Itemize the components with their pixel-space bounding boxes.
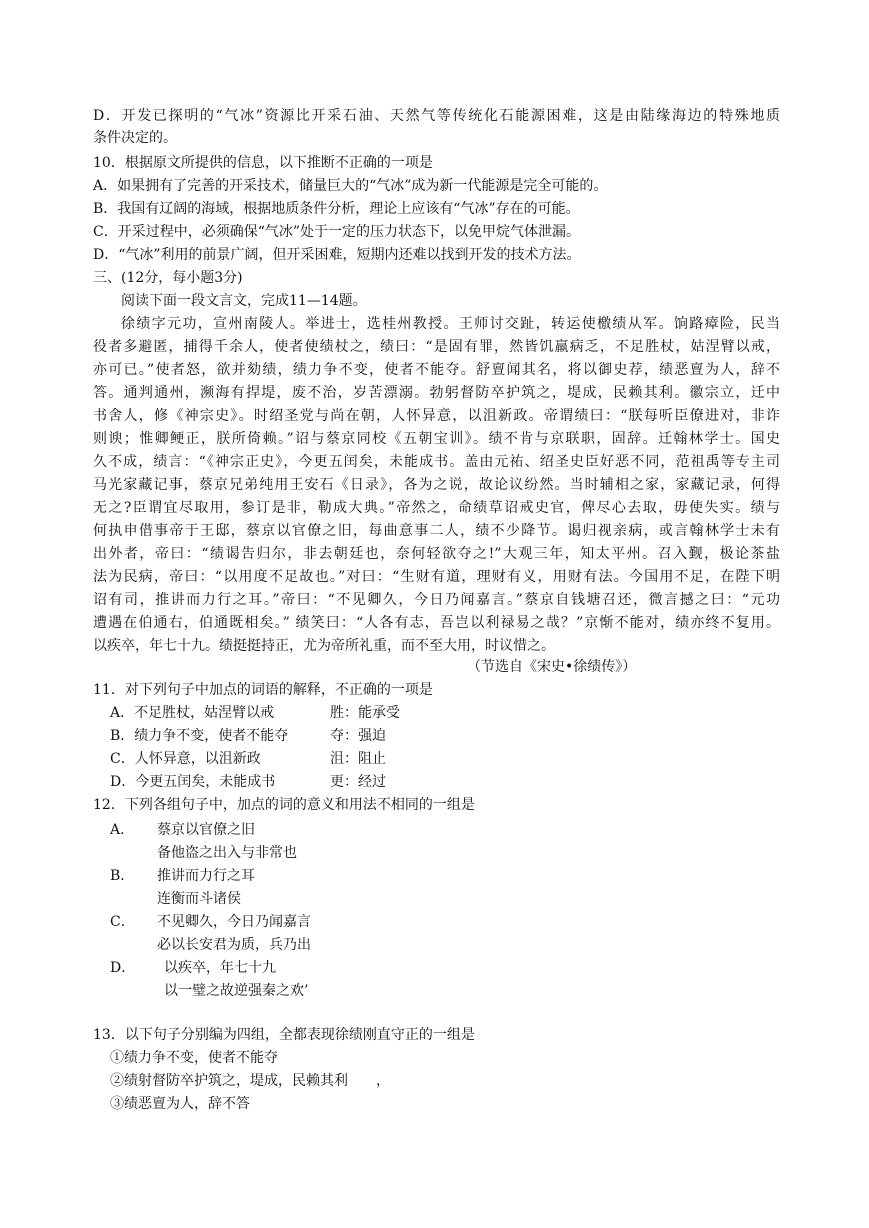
option-a-sentence-1: 蔡京以官僚之旧 [157,822,255,838]
option-c: C．开采过程中，必须确保“气冰”处于一定的压力状态下，以免甲烷气体泄漏。 [93,224,581,240]
question-10-stem: 10．根据原文所提供的信息，以下推断不正确的一项是 [93,155,433,171]
option-b-label: B． [110,868,135,884]
option-c-label: C． [110,914,135,930]
option-d-sentence-1: 以疾卒，年七十九 [164,960,276,976]
option-a-label: A． [110,822,135,838]
option-c-sentence-1: 不见卿久，今日乃闻嘉言 [157,914,311,930]
option-a-gloss: 胜：能承受 [330,705,400,721]
option-d-sentence: D．今更五闰矣，未能成书 [110,774,276,790]
passage-line: 书舍人，修《神宗史》。时绍圣党与尚在朝，人怀异意，以沮新政。帝谓绩曰：“朕每听臣僚进对，非诈 [93,408,780,424]
passage-line: 马光家藏记事，蔡京兄弟纯用王安石《日录》，各为之说，故论议纷然。当时辅相之家，家藏记录，何得 [93,477,780,493]
passage-line: 答。通判通州，濒海有捍堤，废不治，岁苦漂溺。勃躬督防卒护筑之，堤成，民赖其利。徽宗立，迁中 [93,385,780,401]
passage-line: 无之?臣谓宜尽取用，参订是非，勒成大典。”帝然之，命绩草诏戒史官，俾尽心去取，毋使失实。绩与 [93,500,780,516]
passage-line: 出外者，帝曰：“绩谒告归尔，非去朝廷也，奈何轻欲夺之!”大观三年，知太平州。召入觐，极论茶盐 [93,546,780,562]
option-d-gloss: 更：经过 [330,774,386,790]
option-a-sentence: A．不足胜杖，姑涅臂以戒 [110,705,275,721]
option-d-label: D． [110,960,136,976]
passage-line: 法为民病，帝曰：“以用度不足故也。”对曰：“生财有道，理财有义，用财有法。今国用不足，在陛下明 [93,569,780,585]
option-c-sentence-2: 必以长安君为质，兵乃出 [157,937,311,953]
option-b: B．我国有辽阔的海域，根据地质条件分析，理论上应该有“气冰”存在的可能。 [93,201,580,217]
passage-line: 役者多避匿，捕得千余人，使者使绩杖之，绩曰：“是固有罪，然皆饥羸病乏，不足胜杖，姑涅臂以戒， [93,339,780,355]
text-line: D．开发已探明的“气冰”资源比开采石油、天然气等传统化石能源困难，这是由陆缘海边的特殊地质 [93,108,780,124]
passage-line: 以疾卒，年七十九。绩挺挺持正，尤为帝所礼重，而不至大用，时议惜之。 [93,638,555,654]
option-b-sentence-2: 连衡而斗诸侯 [157,891,241,907]
option-d: D．“气冰”利用的前景广阔，但开采困难，短期内还难以找到开发的技术方法。 [93,247,581,263]
option-b-sentence-1: 推讲而力行之耳 [157,868,255,884]
text-line: 条件决定的。 [93,130,177,146]
question-11-stem: 11．对下列句子中加点的词语的解释，不正确的一项是 [93,682,433,698]
option-b-sentence: B．绩力争不变，使者不能夺 [110,728,289,744]
option-a: A．如果拥有了完善的开采技术，储量巨大的“气冰”成为新一代能源是完全可能的。 [93,178,608,194]
passage-line: 何执申借事帝于王邸，蔡京以官僚之旧，每曲意事二人，绩不少降节。谒归视亲病，或言翰林学士未有 [93,523,780,539]
passage-line: 诏有司，推讲而力行之耳。”帝曰：“不见卿久，今日乃闻嘉言。”蔡京自钱塘召还，微言撼之曰：“元功 [93,592,780,608]
passage-line: 徐绩字元功，宣州南陵人。举进士，选桂州教授。王师讨交趾，转运使檄绩从军。饷路瘴险，民当 [121,316,780,332]
section-heading: 三、(12分，每小题3分) [93,270,243,286]
option-c-sentence: C．人怀异意，以沮新政 [110,751,261,767]
numbered-item: ②绩射督防卒护筑之，堤成，民赖其利 ， [110,1073,390,1089]
source-citation: （节选自《宋史•徐绩传》） [467,659,637,675]
passage-line: 久不成，绩言：“《神宗正史》，今更五闰矣，未能成书。盖由元祐、绍圣史臣好恶不同，范祖禹等专主司 [93,454,780,470]
passage-line: 亦可已。”使者怒，欲并劾绩，绩力争不变，使者不能夺。舒亶闻其名，将以御史荐，绩恶亶为人，辞不 [93,362,780,378]
reading-instruction: 阅读下面一段文言文，完成11—14题。 [121,293,367,309]
numbered-item: ①绩力争不变，使者不能夺 [110,1050,278,1066]
question-12-stem: 12．下列各组句子中，加点的词的意义和用法不相同的一组是 [93,797,475,813]
option-c-gloss: 沮：阻止 [330,751,386,767]
option-d-sentence-2: 以一璧之故逆强秦之欢’ [164,983,309,999]
numbered-item: ③绩恶亶为人，辞不答 [110,1096,250,1112]
passage-line: 遭遇在伯通右，伯通既相矣。” 绩笑曰：“人各有志，吾岂以利禄易之哉？”京惭不能对，绩亦终不复用。 [93,615,780,631]
question-13-stem: 13．以下句子分别编为四组，全都表现徐绩刚直守正的一组是 [93,1027,475,1043]
option-a-sentence-2: 备他盗之出入与非常也 [157,845,297,861]
option-b-gloss: 夺：强迫 [330,728,386,744]
passage-line: 则谀；惟卿鲠正，朕所倚赖。”诏与蔡京同校《五朝宝训》。绩不肯与京联职，固辞。迁翰林学士。国史 [93,431,780,447]
